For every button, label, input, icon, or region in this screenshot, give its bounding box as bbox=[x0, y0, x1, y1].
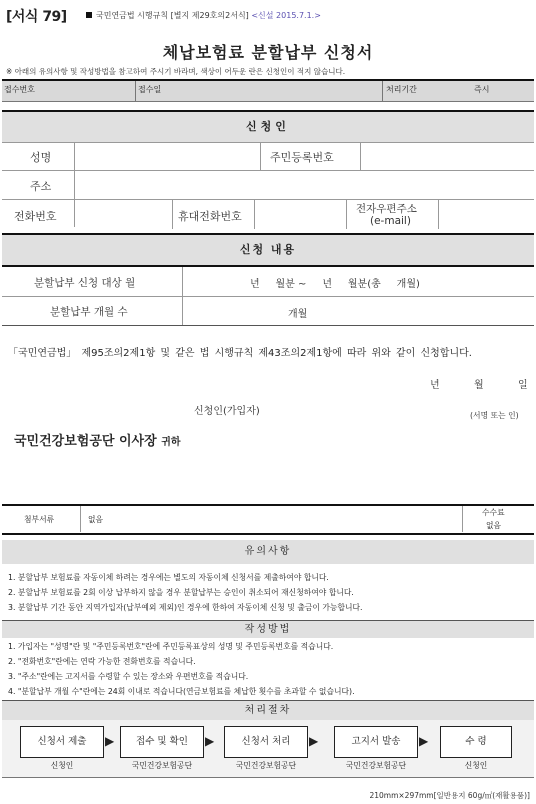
page-title: 체납보험료 분할납부 신청서 bbox=[162, 43, 374, 62]
law-reference bbox=[86, 10, 321, 21]
resident-no-field[interactable] bbox=[362, 144, 532, 170]
howto-item: 3. "주소"란에는 고지서를 수령할 수 있는 장소와 우편번호를 적습니다. bbox=[8, 672, 249, 681]
paper-size-footer: 210mm×297mm[일반용지 60g/㎡(재활용품)] bbox=[369, 791, 530, 800]
receipt-row bbox=[2, 79, 534, 102]
howto-item: 1. 가입자는 "성명"란 및 "주민등록번호"란에 주민등록표상의 성명 및 주민등록번호를 적습니다. bbox=[8, 642, 334, 651]
revision-note: <신설 2015.7.1.> bbox=[251, 11, 321, 20]
howto-item: 2. "전화번호"란에는 연락 가능한 전화번호를 적습니다. bbox=[8, 657, 196, 666]
step-process: 신청서 처리 bbox=[224, 726, 308, 758]
mobile-label: 휴대전화번호 bbox=[178, 210, 242, 223]
target-month-label: 분할납부 신청 대상 월 bbox=[34, 277, 136, 289]
date-year[interactable]: 년 bbox=[430, 380, 440, 391]
receipt-date-label: 접수일 bbox=[138, 85, 162, 94]
howto-title: 작성방법 bbox=[2, 620, 534, 638]
phone-field[interactable] bbox=[76, 201, 171, 227]
step-actor: 국민건강보험공단 bbox=[131, 761, 193, 770]
caution-item: 2. 분할납부 보험료를 2회 이상 납부하지 않을 경우 분할납부는 승인이 취소되어 재신청하여야 합니다. bbox=[8, 588, 354, 597]
email-field[interactable] bbox=[440, 201, 532, 227]
arrow-right-icon: ▶ bbox=[309, 734, 319, 748]
date-month[interactable]: 월 bbox=[474, 380, 484, 391]
step-notify: 고지서 발송 bbox=[334, 726, 418, 758]
step-submit: 신청서 제출 bbox=[20, 726, 104, 758]
months-field[interactable]: 개월 bbox=[288, 309, 308, 320]
step-receive: 접수 및 확인 bbox=[120, 726, 204, 758]
fee-value: 없음 bbox=[486, 521, 502, 530]
attachments-label: 첨부서류 bbox=[24, 515, 55, 524]
name-label: 성명 bbox=[30, 151, 52, 164]
arrow-right-icon: ▶ bbox=[105, 734, 115, 748]
process-title: 처리절차 bbox=[2, 700, 534, 720]
arrow-right-icon: ▶ bbox=[205, 734, 215, 748]
square-bullet-icon bbox=[86, 12, 92, 18]
step-actor: 신청인 bbox=[464, 761, 488, 770]
cautions-title: 유의사항 bbox=[2, 540, 534, 564]
months-label: 분할납부 개월 수 bbox=[50, 306, 128, 318]
caution-item: 3. 분할납부 기간 동안 지역가입자(납부예외 제외)인 경우에 한하여 자동이체 신청 및 출금이 가능합니다. bbox=[8, 603, 363, 612]
phone-label: 전화번호 bbox=[14, 210, 57, 223]
email-label: 전자우편주소 bbox=[356, 203, 417, 215]
arrow-right-icon: ▶ bbox=[419, 734, 429, 748]
recipient-suffix: 귀하 bbox=[161, 437, 181, 448]
processing-period-value: 즉시 bbox=[474, 85, 490, 94]
caution-item: 1. 분할납부 보험료를 자동이체 하려는 경우에는 별도의 자동이체 신청서를 제출하여야 합니다. bbox=[8, 573, 329, 582]
receipt-no-label: 접수번호 bbox=[4, 85, 35, 94]
applicant-section-title: 신청인 bbox=[2, 112, 534, 142]
content-section-title: 신청 내용 bbox=[2, 235, 534, 265]
attachments-value: 없음 bbox=[88, 515, 104, 524]
howto-item: 4. "분할납부 개월 수"란에는 24회 이내로 적습니다(연금보험료를 체납한 횟수를 초과할 수 없습니다). bbox=[8, 687, 355, 696]
notice-text: ※ 아래의 유의사항 및 작성방법을 참고하여 주시기 바라며, 색상이 어두운 란은 신청인이 적지 않습니다. bbox=[6, 67, 346, 76]
mobile-field[interactable] bbox=[256, 201, 344, 227]
step-actor: 국민건강보험공단 bbox=[235, 761, 297, 770]
address-label: 주소 bbox=[30, 180, 52, 193]
name-field[interactable] bbox=[76, 144, 259, 170]
step-actor: 신청인 bbox=[50, 761, 74, 770]
resident-no-label: 주민등록번호 bbox=[270, 151, 334, 164]
recipient bbox=[14, 430, 181, 449]
processing-period-label: 처리기간 bbox=[386, 85, 417, 94]
form-number: [서식 79] bbox=[6, 9, 67, 25]
email-label-sub: (e-mail) bbox=[370, 215, 411, 227]
target-month-field[interactable]: 년 월분 ~ 년 월분(총 개월) bbox=[250, 279, 420, 290]
declaration-text: 「국민연금법」 제95조의2제1항 및 같은 법 시행규칙 제43조의2제1항에 따라 위와 같이 신청합니다. bbox=[8, 348, 472, 359]
fee-label: 수수료 bbox=[482, 508, 505, 517]
signature-field[interactable]: (서명 또는 인) bbox=[470, 411, 519, 420]
law-text: 국민연금법 시행규칙 [별지 제29호의2서식] bbox=[96, 11, 249, 20]
signer-label: 신청인(가입자) bbox=[194, 406, 260, 417]
date-day[interactable]: 일 bbox=[518, 380, 528, 391]
recipient-name: 국민건강보험공단 이사장 bbox=[14, 434, 157, 449]
step-actor: 국민건강보험공단 bbox=[345, 761, 407, 770]
step-receipt: 수 령 bbox=[440, 726, 512, 758]
address-field[interactable] bbox=[76, 172, 532, 198]
